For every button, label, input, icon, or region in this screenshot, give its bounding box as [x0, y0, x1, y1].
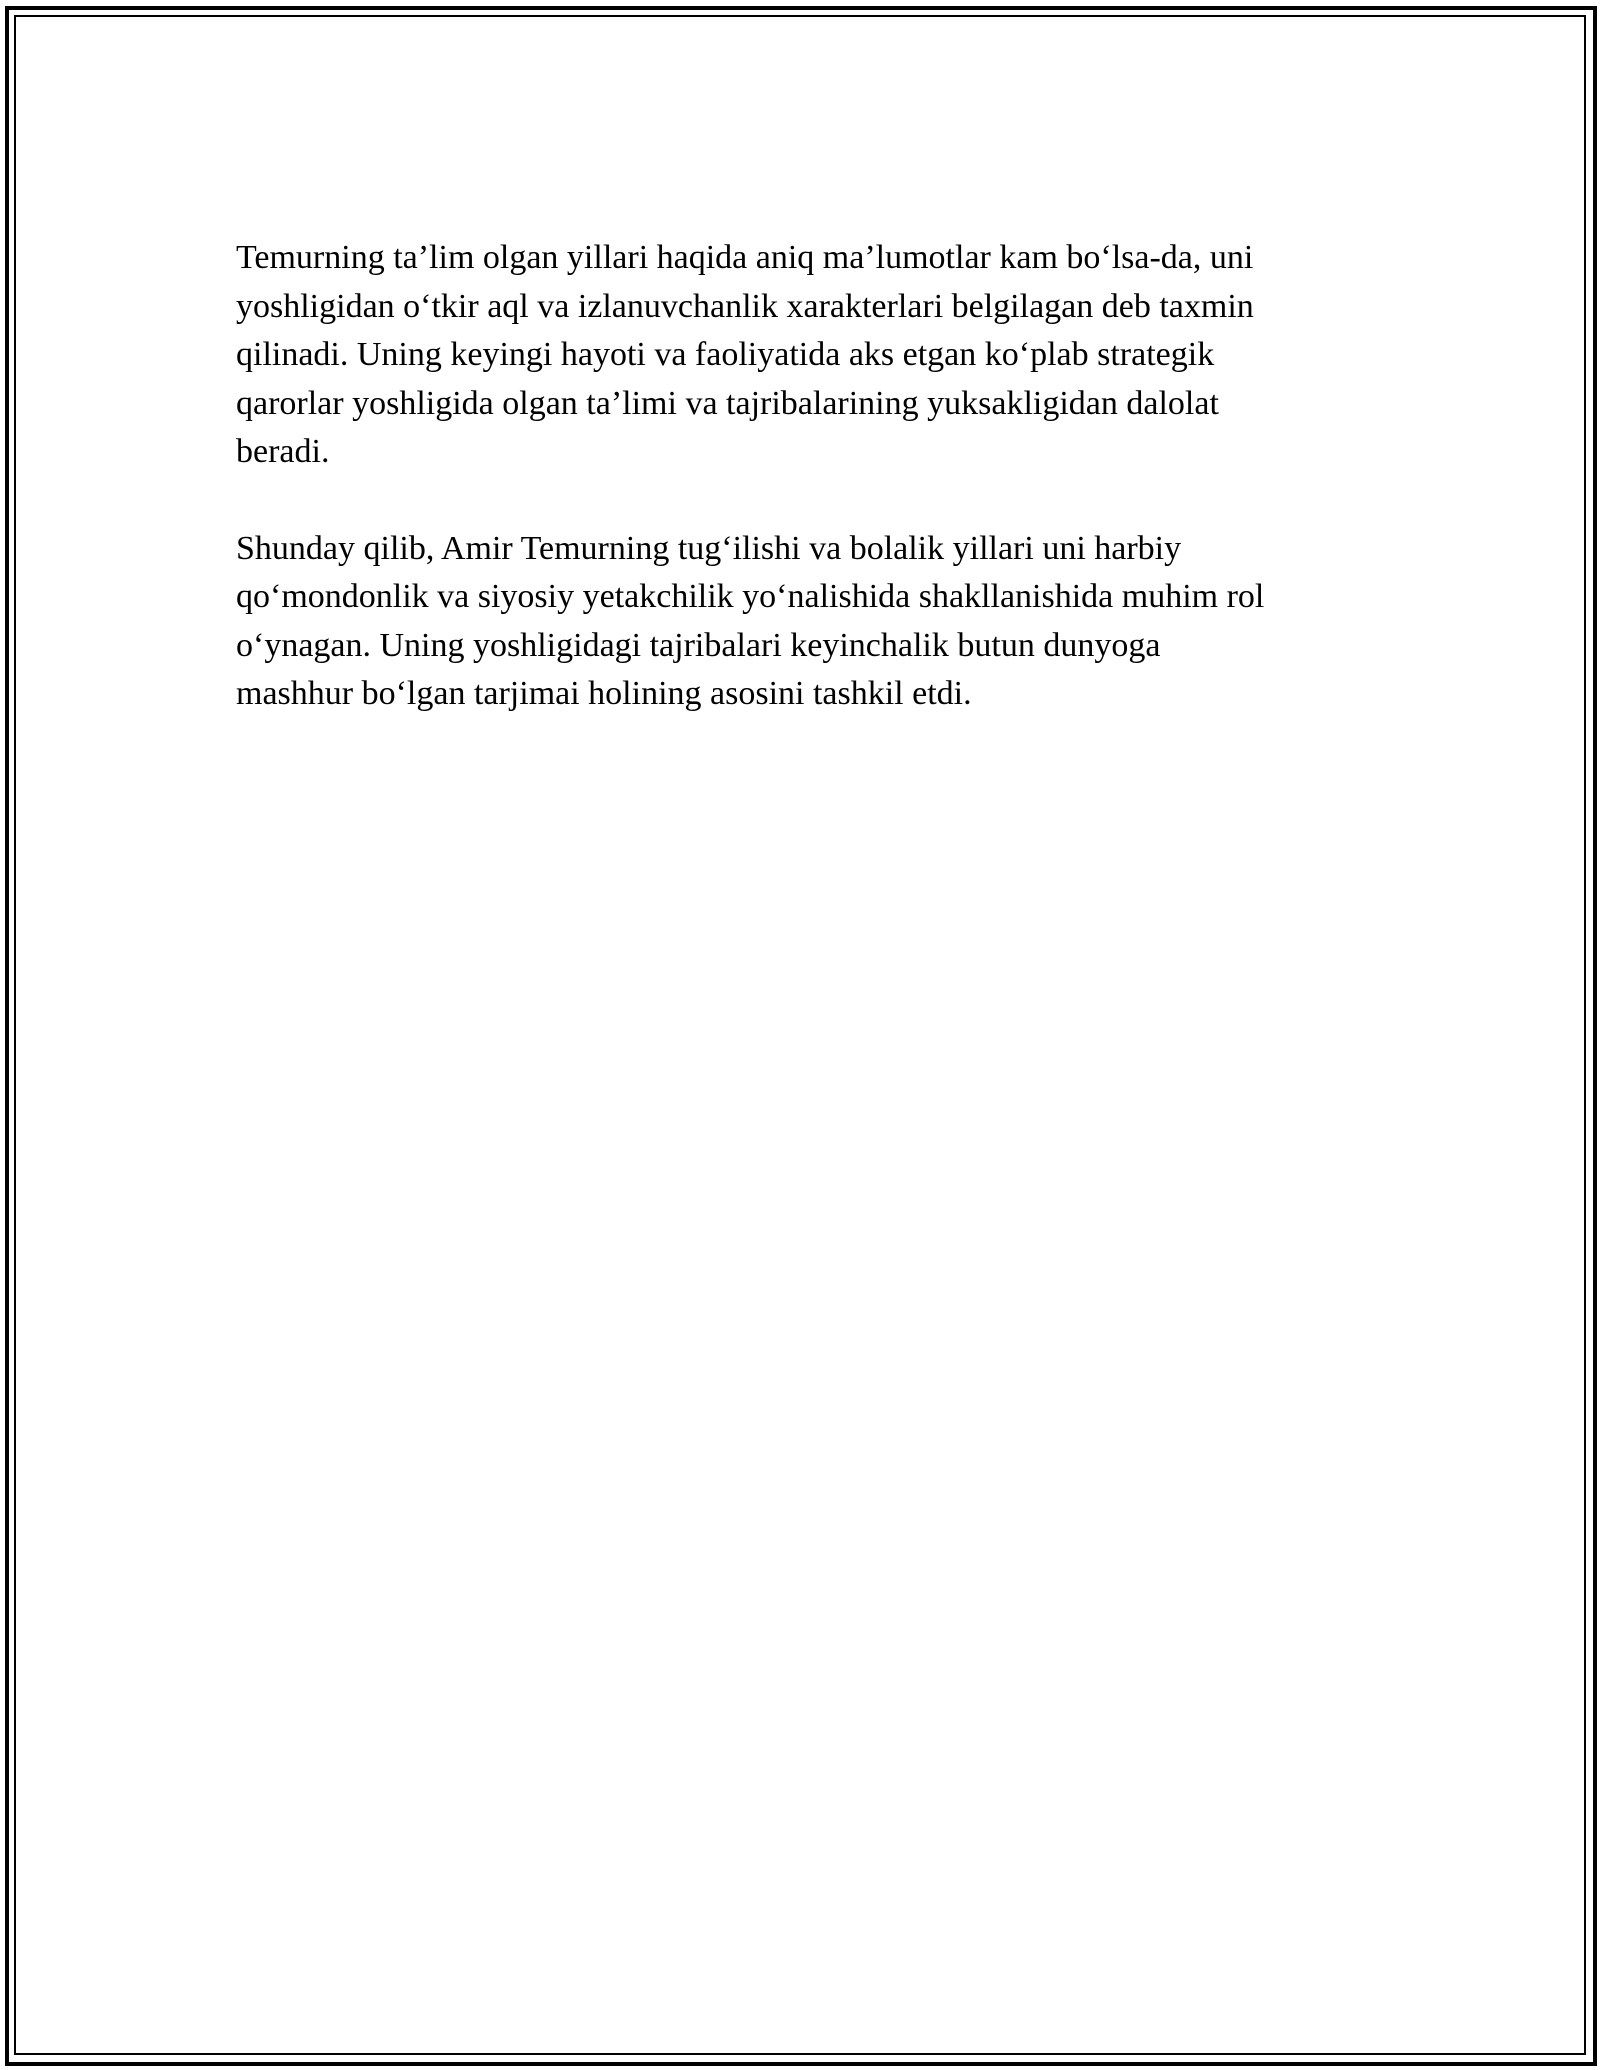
paragraph-1 — [236, 234, 1366, 477]
text-line: Temurning ta’lim olgan yillari haqida aniq ma’lumotlar kam bo‘lsa-da, uni — [236, 239, 1254, 276]
text-line: mashhur bo‘lgan tarjimai holining asosini tashkil etdi. — [236, 675, 972, 712]
text-line: qilinadi. Uning keyingi hayoti va faoliyatida aks etgan ko‘plab strategik — [236, 336, 1215, 373]
paragraph-2 — [236, 525, 1366, 719]
document-body — [236, 234, 1366, 767]
text-line: o‘ynagan. Uning yoshligidagi tajribalari keyinchalik butun dunyoga — [236, 626, 1161, 664]
text-line: yoshligidan o‘tkir aql va izlanuvchanlik xarakterlari belgilagan deb taxmin — [236, 287, 1254, 325]
text-line: Shunday qilib, Amir Temurning tug‘ilishi va bolalik yillari uni harbiy — [236, 529, 1182, 567]
text-line: qo‘mondonlik va siyosiy yetakchilik yo‘nalishida shakllanishida muhim rol — [236, 578, 1265, 615]
text-line: beradi. — [236, 433, 330, 470]
text-line: qarorlar yoshligida olgan ta’limi va tajribalarining yuksakligidan dalolat — [236, 384, 1219, 422]
